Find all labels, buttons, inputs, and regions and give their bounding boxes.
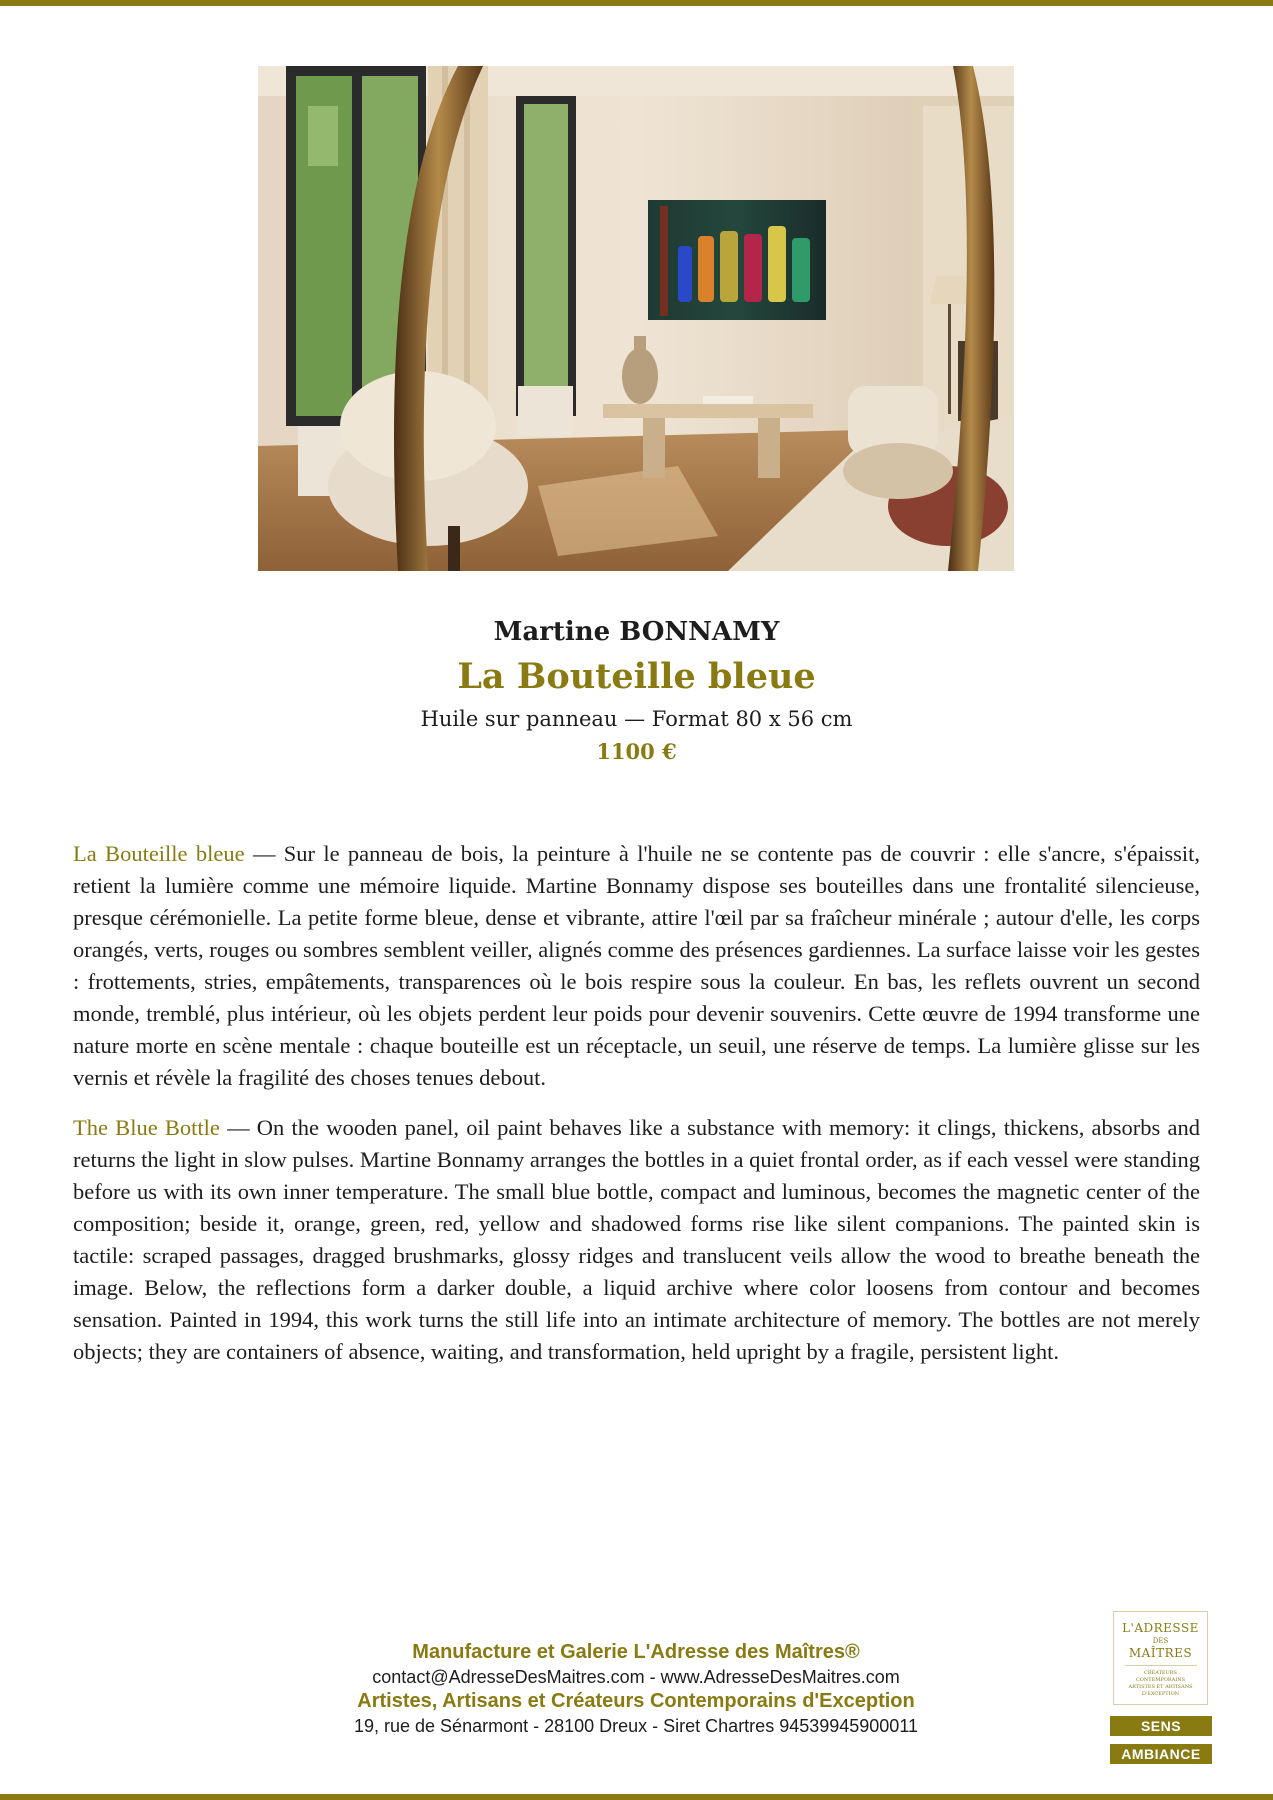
ambiance-tag: AMBIANCE — [1110, 1744, 1212, 1764]
artwork-price: 1100 € — [596, 739, 677, 764]
description-english-text: — On the wooden panel, oil paint behaves like a substance with memory: it clings, thickens, absorbs and returns the light in slow pulses. Martine Bonnamy arranges the bottles in a quiet frontal order, as if each vessel were standing before us with its own inner temperature. The small blue bottle, compact and luminous, becomes the magnetic center of the composition; beside it, orange, green, red, yellow and shadowed forms rise like silent companions. The painted skin is tactile: scraped passages, dragged brushmarks, glossy ridges and translucent veils allow the wood to breathe beneath the image. Below, the reflections form a darker double, a liquid archive where color loosens from contour and becomes sensation. Painted in 1994, this work turns the still life into an intimate architecture of memory. The bottles are not merely objects; they are containers of absence, waiting, and transformation, held upright by a fragile, persistent light. — [73, 1115, 1200, 1364]
gallery-footer — [230, 1640, 1042, 1738]
gallery-tagline: Artistes, Artisans et Créateurs Contemporains d'Exception — [357, 1690, 915, 1712]
description-english — [73, 1112, 1200, 1368]
artwork-room-photo — [258, 66, 1014, 571]
top-gold-rule — [0, 0, 1273, 6]
gallery-name: Manufacture et Galerie L'Adresse des Maîtres® — [412, 1641, 860, 1663]
logo-line-2: DES — [1152, 1637, 1169, 1645]
logo-line-1: L'ADRESSE — [1122, 1621, 1199, 1635]
logo-divider — [1125, 1665, 1197, 1666]
logo-line-4: CRÉATEURS CONTEMPORAINS ARTISTES ET ARTISANS D'EXCEPTION — [1128, 1670, 1193, 1697]
gallery-address: 19, rue de Sénarmont - 28100 Dreux - Siret Chartres 94539945900011 — [353, 1716, 919, 1736]
artwork-info — [0, 612, 1273, 768]
description-french-lead: La Bouteille bleue — [73, 841, 245, 866]
gallery-logo — [1113, 1611, 1208, 1705]
logo-line-3: MAÎTRES — [1128, 1646, 1193, 1660]
bottom-gold-rule — [0, 1794, 1273, 1800]
sens-tag: SENS — [1110, 1716, 1212, 1736]
description-french-text: — Sur le panneau de bois, la peinture à l'huile ne se contente pas de couvrir : elle s'ancre, s'épaissit, retient la lumière comme une mémoire liquide. Martine Bonnamy dispose ses bouteilles dans une frontalité silencieuse, presque cérémonielle. La petite forme bleue, dense et vibrante, attire l'œil par sa fraîcheur minérale ; autour d'elle, les corps orangés, verts, rouges ou sombres semblent veiller, alignés comme des présences gardiennes. La surface laisse voir les gestes : frottements, stries, empâtements, transparences où le bois respire sous la couleur. En bas, les reflets ouvrent un second monde, tremblé, plus intérieur, où les objets perdent leur poids pour devenir souvenirs. Cette œuvre de 1994 transforme une nature morte en scène mentale : chaque bouteille est un réceptacle, un seuil, une réserve de temps. La lumière glisse sur les vernis et révèle la fragilité des choses tenues debout. — [73, 841, 1200, 1090]
description-french — [73, 838, 1200, 1094]
description-english-lead: The Blue Bottle — [73, 1115, 220, 1140]
artist-name: Martine BONNAMY — [493, 617, 780, 647]
artwork-format: Huile sur panneau — Format 80 x 56 cm — [420, 707, 853, 731]
artwork-title: La Bouteille bleue — [457, 656, 816, 697]
artwork-description — [73, 838, 1200, 1386]
gallery-contact: contact@AdresseDesMaitres.com - www.AdresseDesMaitres.com — [372, 1667, 900, 1687]
